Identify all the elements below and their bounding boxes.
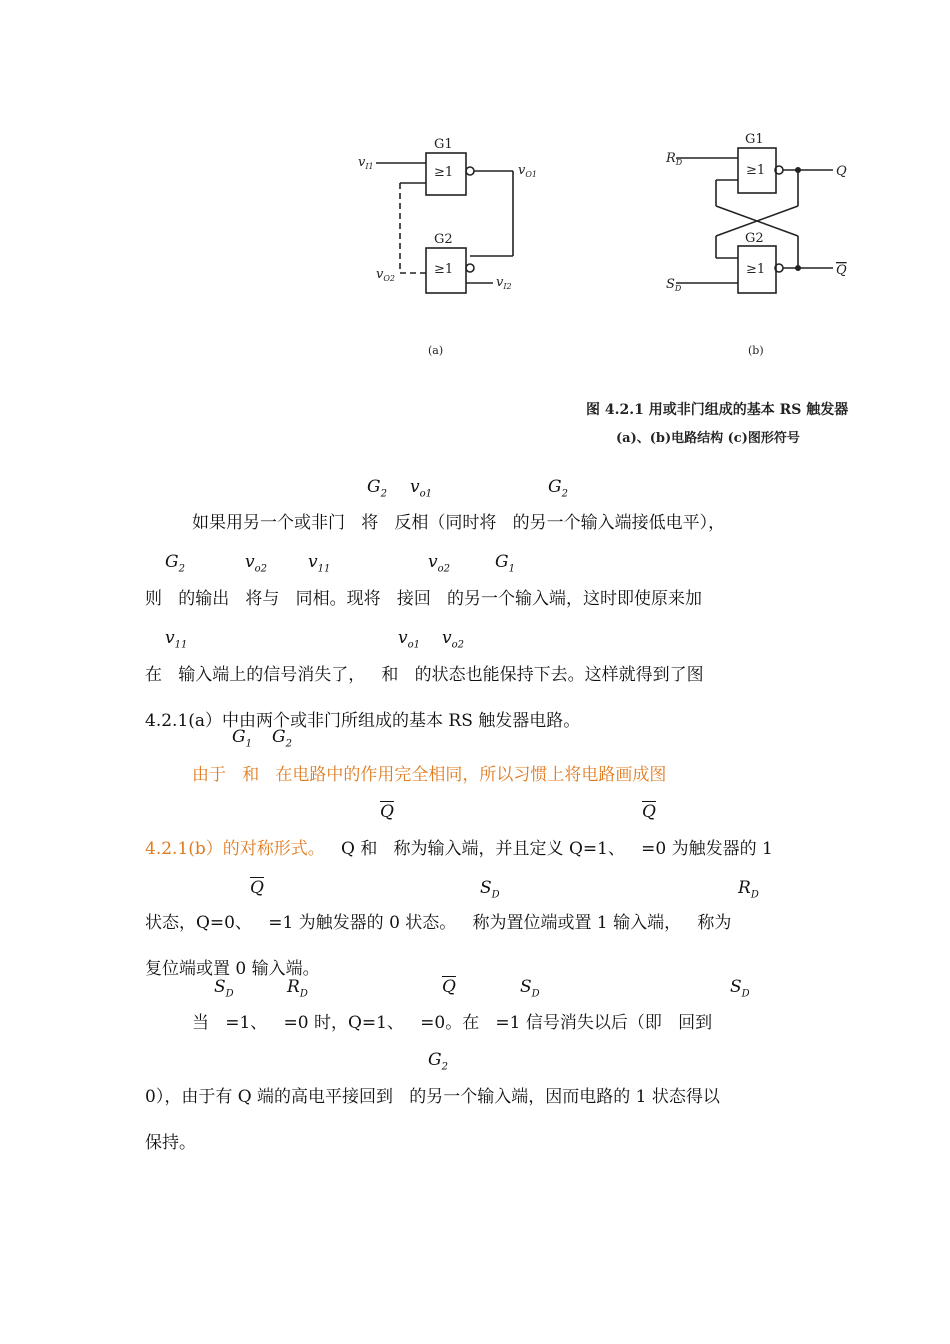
label-vo2: $v_{O2}$: [376, 267, 396, 283]
sym-rd-a: $R_D$: [738, 878, 759, 901]
p3-line2: 0），由于有 Q 端的高电平接回到 的另一个输入端，因而电路的 1 状态得以: [145, 1087, 720, 1107]
sym-g2-b: $G_2$: [548, 477, 568, 500]
caption-b: (b): [748, 344, 764, 357]
sym-vo2-c: $v_{o2}$: [442, 628, 464, 651]
label-sd: $S_D$: [666, 277, 682, 293]
sym-vo1-b: $v_{o1}$: [398, 628, 420, 651]
sym-vo1-a: $v_{o1}$: [410, 477, 432, 500]
gate-a1-bubble: [466, 167, 474, 175]
gate-b1-label: G1: [745, 132, 764, 147]
label-q: Q: [836, 164, 847, 179]
sym-g2-e: $G_2$: [428, 1050, 448, 1073]
label-qbar: Q: [836, 263, 847, 278]
caption-a: (a): [428, 344, 444, 357]
sym-qbar-b: $\overline{Q}$: [642, 802, 656, 822]
sym-v11-a: $v_{11}$: [308, 552, 331, 575]
label-vi1: $v_{I1}$: [358, 155, 374, 171]
figure-caption-1: 图 4.2.1 用或非门组成的基本 RS 触发器: [586, 402, 849, 418]
p2-line2: 4.2.1(b）的对称形式。 Q 和 称为输入端，并且定义 Q=1、 =0 为触发器的 1: [145, 839, 773, 859]
sym-vo2-a: $v_{o2}$: [245, 552, 267, 575]
figure-caption-2: (a)、(b)电路结构 (c)图形符号: [616, 431, 800, 446]
sym-g2-c: $G_2$: [165, 552, 185, 575]
p3-line3: 保持。: [145, 1133, 196, 1153]
p1-line2: 则 的输出 将与 同相。现将 接回 的另一个输入端，这时即使原来加: [145, 589, 703, 609]
p1-line3: 在 输入端上的信号消失了， 和 的状态也能保持下去。这样就得到了图: [145, 665, 704, 685]
sym-g1-a: $G_1$: [495, 552, 515, 575]
sym-sd-b: $S_D$: [214, 977, 234, 1000]
p1-line4: 4.2.1(a）中由两个或非门所组成的基本 RS 触发器电路。: [145, 711, 581, 731]
sym-sd-a: $S_D$: [480, 878, 500, 901]
sym-qbar-c: $\overline{Q}$: [250, 878, 264, 898]
gate-b2-symbol: ≥1: [746, 262, 766, 277]
p2-line1: 由于 和 在电路中的作用完全相同，所以习惯上将电路画成图: [192, 765, 667, 785]
gate-a1-symbol: ≥1: [434, 165, 454, 180]
label-vo1: $v_{O1}$: [518, 163, 538, 179]
gate-b2-label: G2: [745, 231, 764, 246]
gate-a2-bubble: [466, 264, 474, 272]
p2-line4: 复位端或置 0 输入端。: [145, 959, 320, 979]
p2-line3: 状态，Q=0、 =1 为触发器的 0 状态。 称为置位端或置 1 输入端， 称为: [145, 913, 732, 933]
gate-a2-symbol: ≥1: [434, 262, 454, 277]
sym-rd-b: $R_D$: [287, 977, 308, 1000]
label-vi2: $v_{I2}$: [496, 275, 512, 291]
gate-b1-symbol: ≥1: [746, 163, 766, 178]
p1-line1: 如果用另一个或非门 将 反相（同时将 的另一个输入端接低电平），: [192, 513, 726, 533]
sym-g1-b: $G_1$: [232, 727, 252, 750]
label-rd: $R_D$: [666, 151, 683, 167]
sym-qbar-a: $\overline{Q}$: [380, 802, 394, 822]
sym-qbar-d: $\overline{Q}$: [442, 977, 456, 997]
sym-g2-d: $G_2$: [272, 727, 292, 750]
gate-a2-label: G2: [434, 232, 453, 247]
sym-sd-d: $S_D$: [730, 977, 750, 1000]
sym-sd-c: $S_D$: [520, 977, 540, 1000]
rs-flipflop-diagram: [358, 118, 950, 458]
p3-line1: 当 =1、 =0 时，Q=1、 =0。在 =1 信号消失以后（即 回到: [192, 1013, 713, 1033]
circuit-figure: [358, 118, 950, 458]
sym-vo2-b: $v_{o2}$: [428, 552, 450, 575]
sym-v11-b: $v_{11}$: [165, 628, 188, 651]
sym-g2-a: $G_2$: [367, 477, 387, 500]
gate-a1-label: G1: [434, 137, 453, 152]
